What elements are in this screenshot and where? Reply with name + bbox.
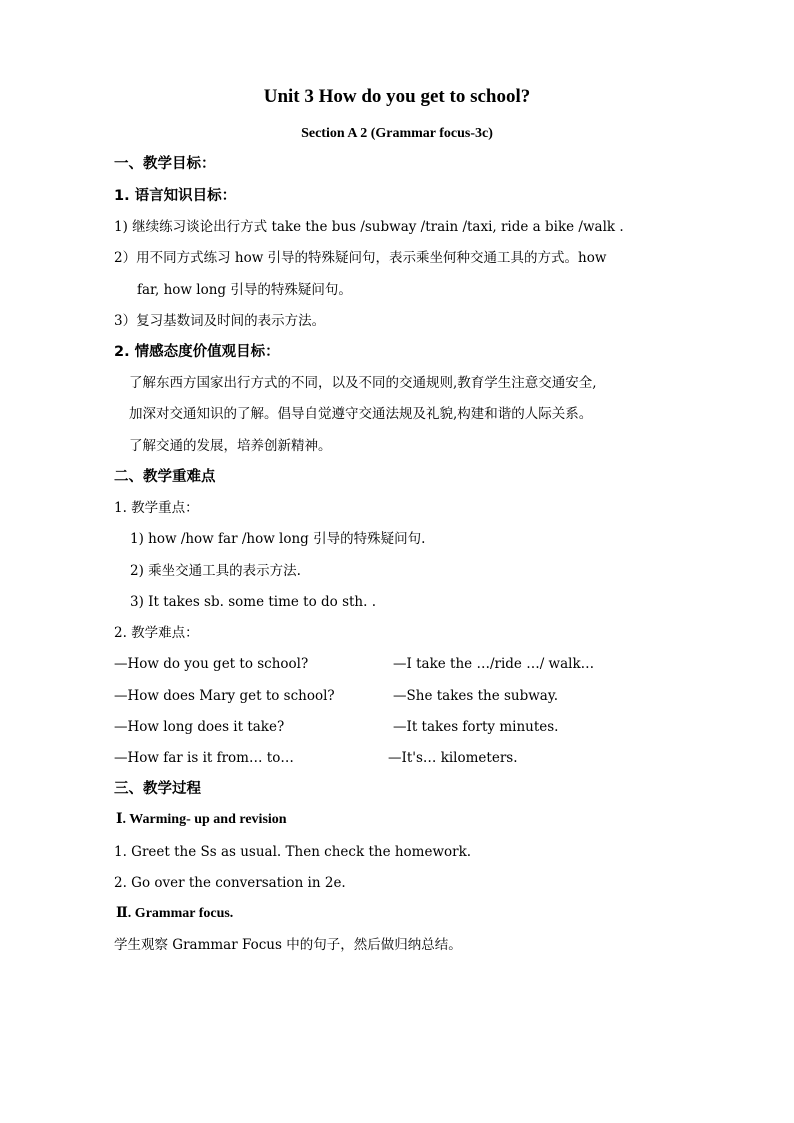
attitude-paragraph-line-1: 了解东西方国家出行方式的不同，以及不同的交通规则,教育学生注意交通安全, [129,375,597,391]
objective-item-2-cont: far, how long 引导的特殊疑问句。 [137,282,352,298]
step-1-item-2: 2. Go over the conversation in 2e. [114,875,346,891]
dialog-question: —How far is it from… to… [114,750,294,766]
objective-item-1: 1) 继续练习谈论出行方式 take the bus /subway /train /taxi, ride a bike /walk . [114,219,624,235]
section-heading-key-points: 二、教学重难点 [114,469,216,485]
key-point-3: 3) It takes sb. some time to do sth. . [130,594,376,610]
objective-item-3: 3）复习基数词及时间的表示方法。 [114,313,326,329]
step-2-item-1: 学生观察 Grammar Focus 中的句子，然后做归纳总结。 [114,937,462,953]
page-title: Unit 3 How do you get to school? [263,86,531,107]
dialog-question: —How do you get to school? [114,656,309,672]
section-heading-objectives: 一、教学目标： [114,156,216,172]
subheading-key-points: 1. 教学重点： [114,500,199,516]
dialog-question: —How long does it take? [114,719,285,735]
objective-item-2: 2）用不同方式练习 how 引导的特殊疑问句，表示乘坐何种交通工具的方式。how [114,250,607,266]
section-heading-process: 三、教学过程 [114,781,201,797]
step-warming-up: Ⅰ. Warming- up and revision [116,812,287,827]
step-grammar-focus: Ⅱ. Grammar focus. [116,906,234,921]
key-point-2: 2) 乘坐交通工具的表示方法. [130,563,301,579]
step-1-item-1: 1. Greet the Ss as usual. Then check the homework. [114,844,472,860]
attitude-paragraph-line-2: 加深对交通知识的了解。倡导自觉遵守交通法规及礼貌,构建和谐的人际关系。 [129,406,593,422]
dialog-question: —How does Mary get to school? [114,688,335,704]
dialog-answer: —She takes the subway. [393,688,558,704]
page-subtitle: Section A 2 (Grammar focus-3c) [301,126,493,141]
attitude-paragraph-line-3: 了解交通的发展，培养创新精神。 [129,438,332,454]
subheading-attitude-values: 2. 情感态度价值观目标： [114,344,280,360]
dialog-answer: —It's… kilometers. [388,750,518,766]
subheading-difficulties: 2. 教学难点： [114,625,199,641]
subheading-language-knowledge: 1. 语言知识目标： [114,188,237,204]
dialog-answer: —It takes forty minutes. [393,719,559,735]
key-point-1: 1) how /how far /how long 引导的特殊疑问句. [130,531,426,547]
dialog-answer: —I take the …/ride …/ walk… [393,656,595,672]
